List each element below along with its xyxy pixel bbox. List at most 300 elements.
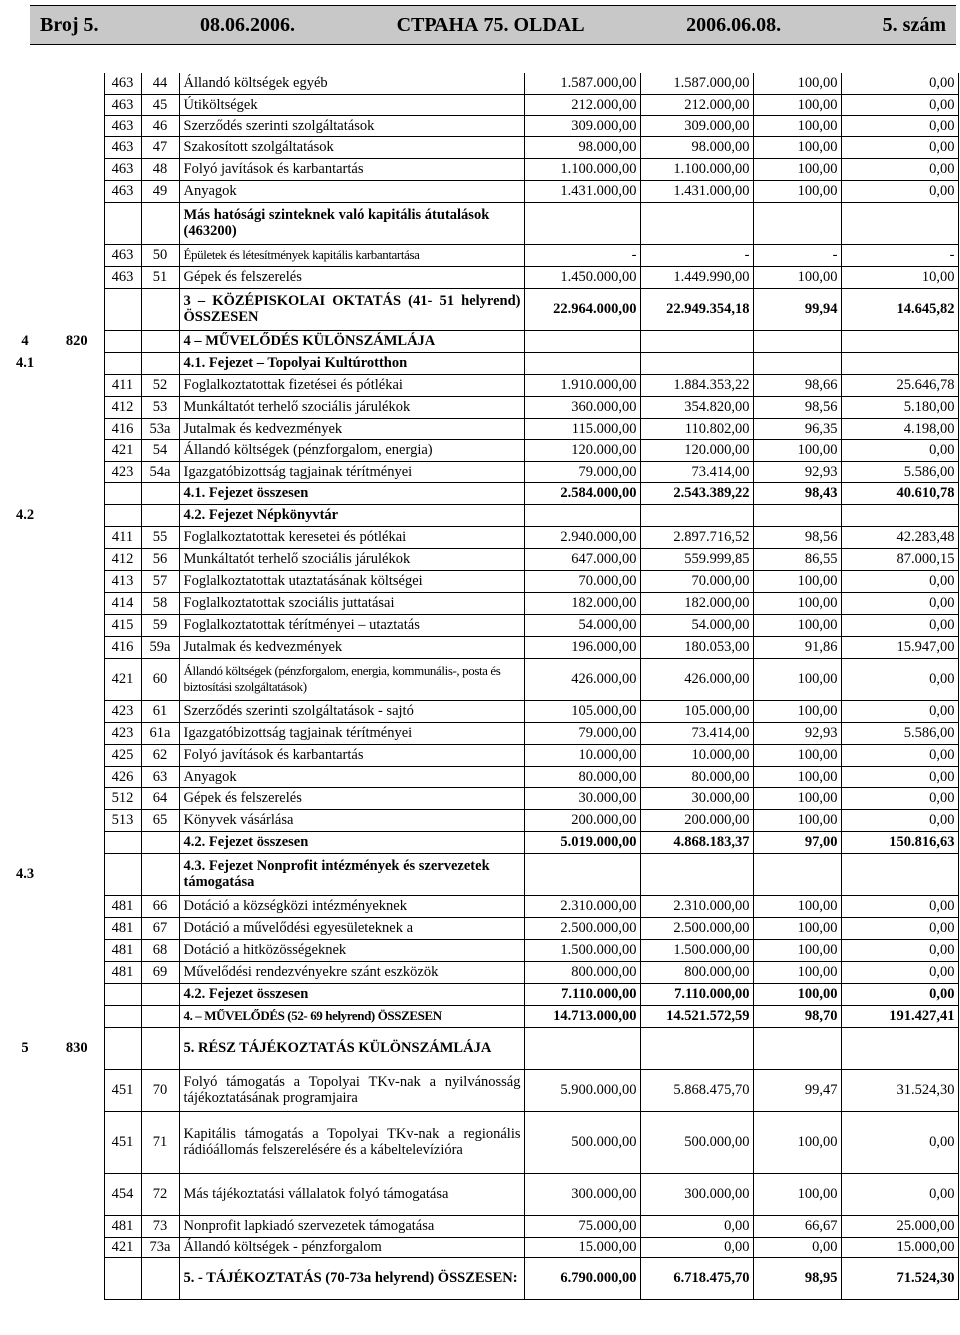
description-cell: 4. – MŰVELŐDÉS (52- 69 helyrend) ÖSSZESEN [179, 1005, 524, 1027]
percent-cell: 91,86 [753, 636, 841, 658]
description-cell: Igazgatóbizottság tagjainak térítményei [179, 461, 524, 482]
planned-amount-cell: 5.900.000,00 [524, 1069, 640, 1111]
function-code-cell [50, 439, 104, 461]
realized-amount-cell: 212.000,00 [640, 94, 753, 115]
percent-cell: 100,00 [753, 700, 841, 722]
header-date-left: 08.06.2006. [200, 13, 296, 36]
function-code-cell [50, 1069, 104, 1111]
table-row [0, 418, 958, 439]
position-number-cell [141, 1257, 179, 1299]
account-code-cell [104, 288, 141, 330]
planned-amount-cell: 1.100.000,00 [524, 158, 640, 180]
account-code-cell: 421 [104, 439, 141, 461]
percent-cell: 100,00 [753, 1111, 841, 1173]
difference-cell [841, 1027, 958, 1069]
section-number-cell [0, 439, 50, 461]
description-cell: Folyó javítások és karbantartás [179, 744, 524, 766]
position-number-cell: 56 [141, 548, 179, 570]
description-cell: Folyó javítások és karbantartás [179, 158, 524, 180]
planned-amount-cell: 2.310.000,00 [524, 895, 640, 917]
function-code-cell [50, 352, 104, 374]
description-cell: 4.1. Fejezet – Topolyai Kultúrotthon [179, 352, 524, 374]
planned-amount-cell: 200.000,00 [524, 809, 640, 831]
account-code-cell [104, 983, 141, 1005]
section-number-cell [0, 136, 50, 158]
planned-amount-cell: 79.000,00 [524, 461, 640, 482]
section-number-cell [0, 1111, 50, 1173]
table-row [0, 658, 958, 700]
planned-amount-cell: 182.000,00 [524, 592, 640, 614]
position-number-cell: 59 [141, 614, 179, 636]
percent-cell: 98,70 [753, 1005, 841, 1027]
planned-amount-cell: 1.500.000,00 [524, 939, 640, 961]
position-number-cell: 70 [141, 1069, 179, 1111]
planned-amount-cell [524, 202, 640, 244]
percent-cell: 99,47 [753, 1069, 841, 1111]
section-number-cell [0, 1237, 50, 1257]
position-number-cell: 62 [141, 744, 179, 766]
description-cell: Szakosított szolgáltatások [179, 136, 524, 158]
realized-amount-cell: 73.414,00 [640, 461, 753, 482]
account-code-cell: 426 [104, 766, 141, 787]
table-row [0, 592, 958, 614]
planned-amount-cell: 22.964.000,00 [524, 288, 640, 330]
percent-cell [753, 202, 841, 244]
position-number-cell: 54 [141, 439, 179, 461]
percent-cell: 92,93 [753, 722, 841, 744]
description-cell: Útiköltségek [179, 94, 524, 115]
account-code-cell: 463 [104, 115, 141, 136]
planned-amount-cell [524, 1027, 640, 1069]
planned-amount-cell: 426.000,00 [524, 658, 640, 700]
account-code-cell: 416 [104, 636, 141, 658]
difference-cell: 40.610,78 [841, 482, 958, 504]
description-cell: Foglalkoztatottak szociális juttatásai [179, 592, 524, 614]
description-cell: Munkáltatót terhelő szociális járulékok [179, 548, 524, 570]
table-row [0, 614, 958, 636]
realized-amount-cell: 6.718.475,70 [640, 1257, 753, 1299]
percent-cell: 100,00 [753, 939, 841, 961]
function-code-cell: 820 [65, 333, 88, 349]
difference-cell: 150.816,63 [841, 831, 958, 853]
percent-cell: 100,00 [753, 570, 841, 592]
realized-amount-cell: 426.000,00 [640, 658, 753, 700]
function-code-cell [50, 983, 104, 1005]
position-number-cell: 68 [141, 939, 179, 961]
account-code-cell: 423 [104, 461, 141, 482]
planned-amount-cell: 2.500.000,00 [524, 917, 640, 939]
planned-amount-cell: 5.019.000,00 [524, 831, 640, 853]
section-number-cell [0, 461, 50, 482]
percent-cell: 98,95 [753, 1257, 841, 1299]
account-code-cell: 463 [104, 244, 141, 266]
realized-amount-cell: 309.000,00 [640, 115, 753, 136]
position-number-cell: 58 [141, 592, 179, 614]
percent-cell [753, 330, 841, 352]
difference-cell: 0,00 [841, 1173, 958, 1215]
table-row [0, 1005, 958, 1027]
difference-cell: 25.000,00 [841, 1215, 958, 1237]
description-cell: 4.2. Fejezet összesen [179, 983, 524, 1005]
table-row [0, 115, 958, 136]
account-code-cell: 463 [104, 180, 141, 202]
account-code-cell [104, 482, 141, 504]
difference-cell: 0,00 [841, 592, 958, 614]
position-number-cell: 61 [141, 700, 179, 722]
description-cell: Állandó költségek (pénzforgalom, energia, kommunális-, posta és biztosítási szolgáltatások) [179, 658, 524, 700]
function-code-cell [50, 853, 104, 895]
planned-amount-cell: 14.713.000,00 [524, 1005, 640, 1027]
percent-cell: 100,00 [753, 115, 841, 136]
section-number-cell [0, 722, 50, 744]
account-code-cell: 421 [104, 1237, 141, 1257]
section-number-cell [0, 744, 50, 766]
description-cell: Más hatósági szinteknek való kapitális átutalások (463200) [179, 202, 524, 244]
position-number-cell [141, 1005, 179, 1027]
description-cell: Könyvek vásárlása [179, 809, 524, 831]
percent-cell: 99,94 [753, 288, 841, 330]
description-cell: 5. RÉSZ TÁJÉKOZTATÁS KÜLÖNSZÁMLÁJA [179, 1027, 524, 1069]
description-cell: Épületek és létesítmények kapitális karbantartása [179, 244, 524, 266]
difference-cell: 0,00 [841, 180, 958, 202]
table-row [0, 961, 958, 983]
realized-amount-cell [640, 330, 753, 352]
planned-amount-cell: 15.000,00 [524, 1237, 640, 1257]
planned-amount-cell: 105.000,00 [524, 700, 640, 722]
description-cell: Foglalkoztatottak térítményei – utaztatás [179, 614, 524, 636]
page-header [30, 5, 956, 45]
account-code-cell: 415 [104, 614, 141, 636]
table-row [0, 439, 958, 461]
percent-cell: 100,00 [753, 787, 841, 809]
planned-amount-cell: 800.000,00 [524, 961, 640, 983]
section-number-cell [0, 180, 50, 202]
planned-amount-cell: 6.790.000,00 [524, 1257, 640, 1299]
section-number-cell [0, 73, 50, 94]
planned-amount-cell: 1.450.000,00 [524, 266, 640, 288]
planned-amount-cell: 7.110.000,00 [524, 983, 640, 1005]
table-row [0, 700, 958, 722]
difference-cell: 0,00 [841, 983, 958, 1005]
table-row [0, 330, 958, 352]
description-cell: Dotáció a községközi intézményeknek [179, 895, 524, 917]
realized-amount-cell: 22.949.354,18 [640, 288, 753, 330]
description-cell: Állandó költségek egyéb [179, 73, 524, 94]
function-code-cell [50, 244, 104, 266]
section-number-cell [0, 831, 50, 853]
position-number-cell: 57 [141, 570, 179, 592]
function-code-cell [50, 787, 104, 809]
section-number-cell: 4.3 [15, 866, 35, 882]
account-code-cell: 463 [104, 136, 141, 158]
difference-cell: 10,00 [841, 266, 958, 288]
realized-amount-cell [640, 352, 753, 374]
difference-cell: 25.646,78 [841, 374, 958, 396]
realized-amount-cell [640, 202, 753, 244]
percent-cell [753, 853, 841, 895]
realized-amount-cell: 800.000,00 [640, 961, 753, 983]
function-code-cell [50, 288, 104, 330]
description-cell: Gépek és felszerelés [179, 787, 524, 809]
difference-cell: 0,00 [841, 658, 958, 700]
position-number-cell [141, 1027, 179, 1069]
difference-cell: 0,00 [841, 136, 958, 158]
account-code-cell: 463 [104, 158, 141, 180]
table-row [0, 352, 958, 374]
table-row [0, 244, 958, 266]
percent-cell: 0,00 [753, 1237, 841, 1257]
description-cell: Anyagok [179, 180, 524, 202]
function-code-cell [50, 831, 104, 853]
difference-cell [841, 352, 958, 374]
difference-cell: 0,00 [841, 917, 958, 939]
table-row [0, 809, 958, 831]
realized-amount-cell: 2.897.716,52 [640, 526, 753, 548]
description-cell: Más tájékoztatási vállalatok folyó támogatása [179, 1173, 524, 1215]
description-cell: 5. - TÁJÉKOZTATÁS (70-73a helyrend) ÖSSZESEN: [179, 1257, 524, 1299]
position-number-cell [141, 352, 179, 374]
table-row [0, 266, 958, 288]
section-number-cell [0, 700, 50, 722]
planned-amount-cell: 70.000,00 [524, 570, 640, 592]
difference-cell: 0,00 [841, 744, 958, 766]
account-code-cell: 423 [104, 700, 141, 722]
planned-amount-cell: 360.000,00 [524, 396, 640, 418]
account-code-cell: 454 [104, 1173, 141, 1215]
position-number-cell: 47 [141, 136, 179, 158]
table-row [0, 396, 958, 418]
difference-cell: 0,00 [841, 895, 958, 917]
section-number-cell [0, 158, 50, 180]
function-code-cell [50, 636, 104, 658]
account-code-cell: 463 [104, 266, 141, 288]
difference-cell: 0,00 [841, 73, 958, 94]
realized-amount-cell: - [640, 244, 753, 266]
function-code-cell [50, 570, 104, 592]
table-row [0, 136, 958, 158]
section-number-cell: 4.2 [15, 507, 35, 523]
percent-cell: 100,00 [753, 895, 841, 917]
difference-cell: 14.645,82 [841, 288, 958, 330]
account-code-cell [104, 504, 141, 526]
planned-amount-cell: 2.584.000,00 [524, 482, 640, 504]
percent-cell: 66,67 [753, 1215, 841, 1237]
position-number-cell: 61a [141, 722, 179, 744]
position-number-cell: 45 [141, 94, 179, 115]
position-number-cell [141, 288, 179, 330]
account-code-cell: 412 [104, 548, 141, 570]
realized-amount-cell: 1.500.000,00 [640, 939, 753, 961]
section-number-cell [0, 939, 50, 961]
description-cell: Állandó költségek (pénzforgalom, energia) [179, 439, 524, 461]
description-cell: 3 – KÖZÉPISKOLAI OKTATÁS (41- 51 helyrend) ÖSSZESEN [179, 288, 524, 330]
section-number-cell [0, 961, 50, 983]
planned-amount-cell: 1.910.000,00 [524, 374, 640, 396]
section-number-cell [0, 526, 50, 548]
planned-amount-cell: 500.000,00 [524, 1111, 640, 1173]
difference-cell: 0,00 [841, 94, 958, 115]
planned-amount-cell: 300.000,00 [524, 1173, 640, 1215]
section-number-cell [0, 917, 50, 939]
function-code-cell [50, 1257, 104, 1299]
percent-cell: 100,00 [753, 73, 841, 94]
position-number-cell: 65 [141, 809, 179, 831]
percent-cell: 100,00 [753, 136, 841, 158]
description-cell: Művelődési rendezvényekre szánt eszközök [179, 961, 524, 983]
position-number-cell: 71 [141, 1111, 179, 1173]
realized-amount-cell [640, 1027, 753, 1069]
section-number-cell [0, 418, 50, 439]
percent-cell: 100,00 [753, 180, 841, 202]
function-code-cell [50, 504, 104, 526]
function-code-cell [50, 73, 104, 94]
description-cell: Foglalkoztatottak keresetei és pótlékai [179, 526, 524, 548]
realized-amount-cell: 1.431.000,00 [640, 180, 753, 202]
difference-cell [841, 330, 958, 352]
planned-amount-cell: - [524, 244, 640, 266]
function-code-cell [50, 136, 104, 158]
function-code-cell [50, 548, 104, 570]
planned-amount-cell [524, 853, 640, 895]
function-code-cell [50, 418, 104, 439]
account-code-cell [104, 1257, 141, 1299]
section-number-cell [0, 636, 50, 658]
percent-cell [753, 352, 841, 374]
table-row [0, 526, 958, 548]
difference-cell: 191.427,41 [841, 1005, 958, 1027]
function-code-cell [50, 180, 104, 202]
position-number-cell: 44 [141, 73, 179, 94]
planned-amount-cell: 309.000,00 [524, 115, 640, 136]
percent-cell [753, 1027, 841, 1069]
planned-amount-cell: 80.000,00 [524, 766, 640, 787]
realized-amount-cell: 1.449.990,00 [640, 266, 753, 288]
section-number-cell [0, 983, 50, 1005]
function-code-cell [50, 1005, 104, 1027]
realized-amount-cell: 2.310.000,00 [640, 895, 753, 917]
table-row [0, 722, 958, 744]
planned-amount-cell [524, 504, 640, 526]
function-code-cell [50, 766, 104, 787]
table-row [0, 482, 958, 504]
difference-cell: 0,00 [841, 809, 958, 831]
realized-amount-cell: 559.999,85 [640, 548, 753, 570]
description-cell: Gépek és felszerelés [179, 266, 524, 288]
table-row [0, 766, 958, 787]
realized-amount-cell: 4.868.183,37 [640, 831, 753, 853]
percent-cell [753, 504, 841, 526]
percent-cell: 96,35 [753, 418, 841, 439]
table-row [0, 787, 958, 809]
function-code-cell [50, 94, 104, 115]
account-code-cell [104, 202, 141, 244]
function-code-cell [50, 614, 104, 636]
planned-amount-cell: 196.000,00 [524, 636, 640, 658]
issue-label: 5. szám [882, 13, 946, 36]
percent-cell: 100,00 [753, 94, 841, 115]
description-cell: Foglalkoztatottak utaztatásának költségei [179, 570, 524, 592]
table-row [0, 570, 958, 592]
description-cell: Igazgatóbizottság tagjainak térítményei [179, 722, 524, 744]
position-number-cell: 53a [141, 418, 179, 439]
difference-cell: 71.524,30 [841, 1257, 958, 1299]
description-cell: Jutalmak és kedvezmények [179, 418, 524, 439]
table-row [0, 983, 958, 1005]
section-number-cell [0, 766, 50, 787]
position-number-cell: 63 [141, 766, 179, 787]
description-cell: Munkáltatót terhelő szociális járulékok [179, 396, 524, 418]
description-cell: Dotáció a művelődési egyesületeknek a [179, 917, 524, 939]
page-label: СТРАНА 75. OLDAL [396, 13, 585, 36]
table-row [0, 853, 958, 895]
percent-cell: 100,00 [753, 439, 841, 461]
function-code-cell [50, 1111, 104, 1173]
function-code-cell [50, 526, 104, 548]
planned-amount-cell: 30.000,00 [524, 787, 640, 809]
position-number-cell: 54a [141, 461, 179, 482]
description-cell: Jutalmak és kedvezmények [179, 636, 524, 658]
function-code-cell [50, 744, 104, 766]
description-cell: Folyó támogatás a Topolyai TKv-nak a nyilvánosság tájékoztatásának programjaira [179, 1069, 524, 1111]
percent-cell: 100,00 [753, 592, 841, 614]
position-number-cell [141, 853, 179, 895]
realized-amount-cell: 5.868.475,70 [640, 1069, 753, 1111]
percent-cell: 86,55 [753, 548, 841, 570]
budget-table [0, 73, 958, 1300]
difference-cell: 0,00 [841, 700, 958, 722]
realized-amount-cell: 110.802,00 [640, 418, 753, 439]
account-code-cell: 425 [104, 744, 141, 766]
percent-cell: 98,56 [753, 526, 841, 548]
difference-cell: 0,00 [841, 158, 958, 180]
description-cell: 4.1. Fejezet összesen [179, 482, 524, 504]
header-date-right: 2006.06.08. [686, 13, 782, 36]
percent-cell: 100,00 [753, 614, 841, 636]
function-code-cell [50, 202, 104, 244]
table-row [0, 73, 958, 94]
table-row [0, 1173, 958, 1215]
function-code-cell [50, 917, 104, 939]
function-code-cell [50, 1237, 104, 1257]
difference-cell: 0,00 [841, 787, 958, 809]
table-row [0, 1069, 958, 1111]
section-number-cell [0, 244, 50, 266]
percent-cell: 98,66 [753, 374, 841, 396]
position-number-cell [141, 482, 179, 504]
function-code-cell [50, 461, 104, 482]
realized-amount-cell: 0,00 [640, 1215, 753, 1237]
issue-number: Broj 5. [40, 13, 99, 36]
difference-cell: 31.524,30 [841, 1069, 958, 1111]
realized-amount-cell: 120.000,00 [640, 439, 753, 461]
account-code-cell: 481 [104, 939, 141, 961]
realized-amount-cell [640, 853, 753, 895]
section-number-cell [0, 482, 50, 504]
difference-cell: 0,00 [841, 439, 958, 461]
account-code-cell: 413 [104, 570, 141, 592]
section-number-cell: 5 [21, 1040, 29, 1056]
position-number-cell [141, 983, 179, 1005]
section-number-cell [0, 288, 50, 330]
realized-amount-cell: 500.000,00 [640, 1111, 753, 1173]
function-code-cell [50, 266, 104, 288]
difference-cell: 0,00 [841, 961, 958, 983]
difference-cell: 42.283,48 [841, 526, 958, 548]
section-number-cell [0, 374, 50, 396]
section-number-cell [0, 266, 50, 288]
realized-amount-cell: 10.000,00 [640, 744, 753, 766]
section-number-cell [0, 592, 50, 614]
